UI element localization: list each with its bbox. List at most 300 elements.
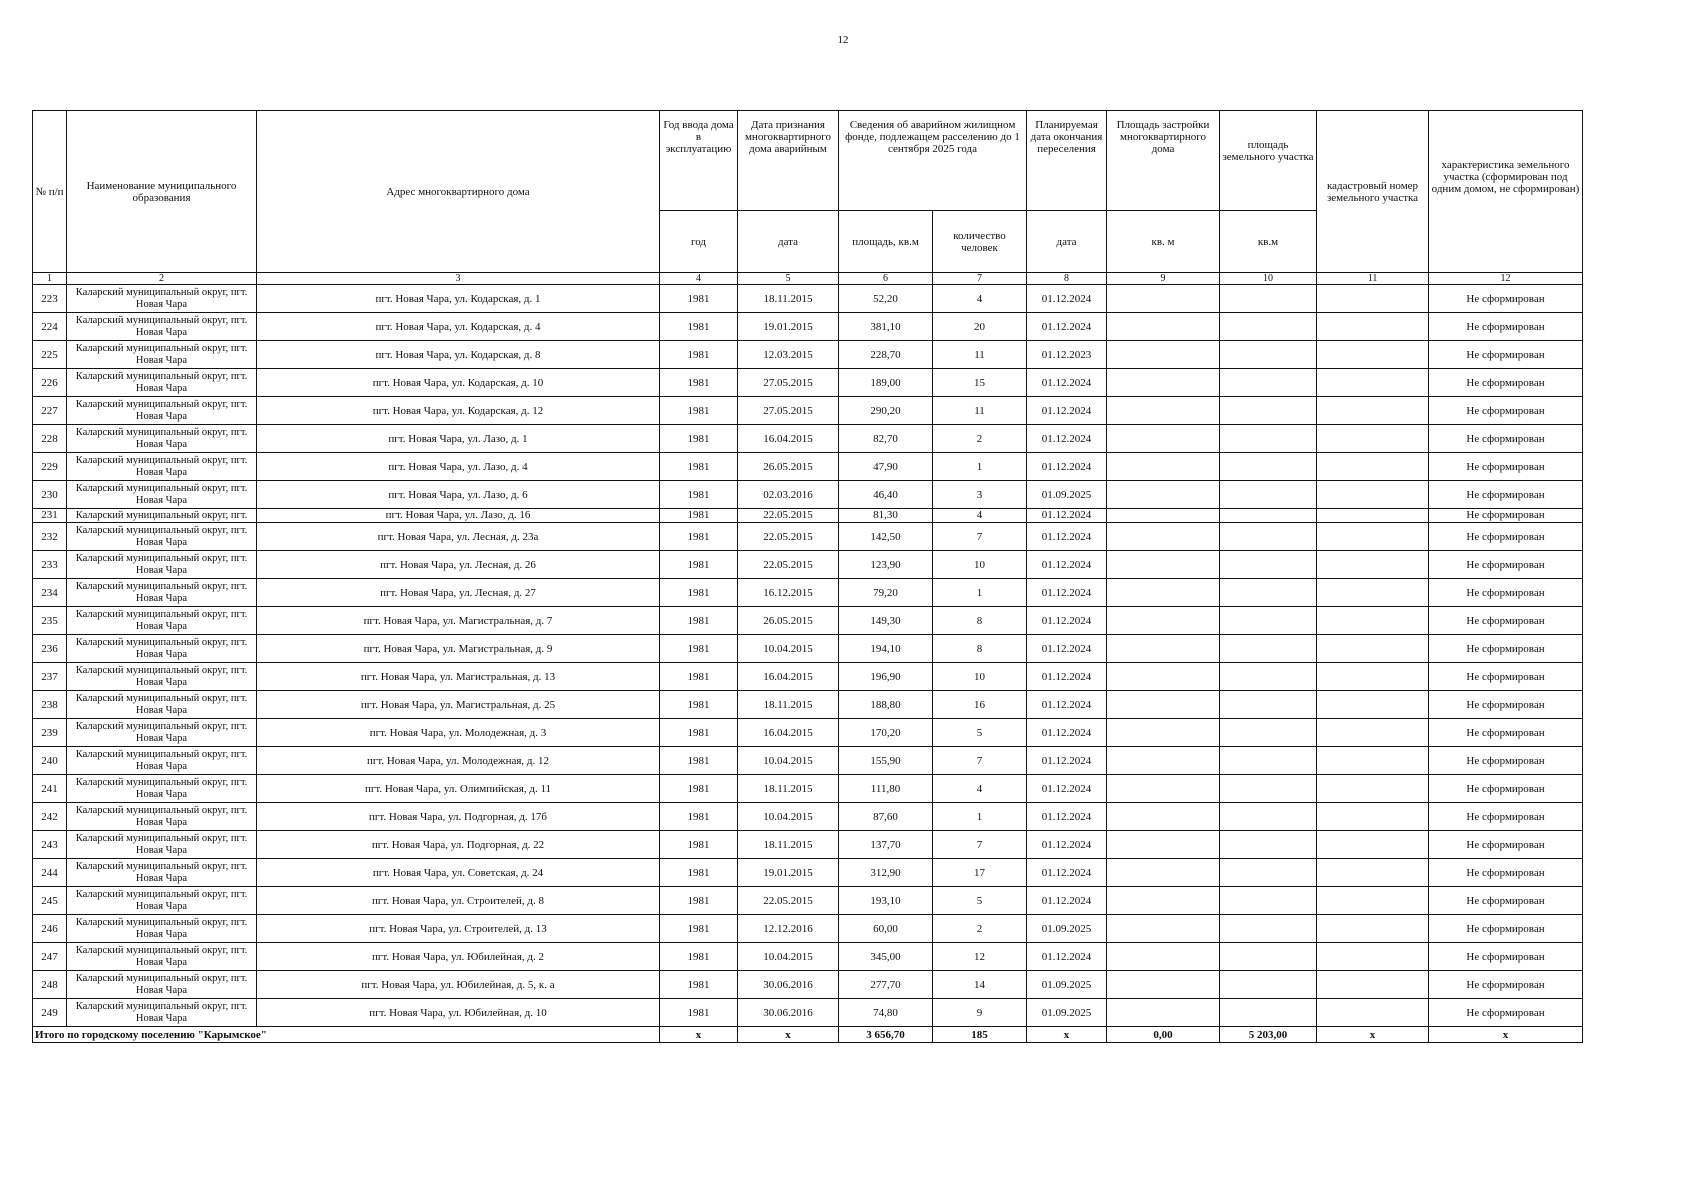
recognized-date-cell: 30.06.2016 bbox=[738, 999, 839, 1027]
land-area-cell bbox=[1220, 747, 1317, 775]
municipality-line-2: Новая Чара bbox=[135, 354, 188, 366]
address-cell: пгт. Новая Чара, ул. Магистральная, д. 13 bbox=[257, 663, 660, 691]
recognized-date-cell: 10.04.2015 bbox=[738, 747, 839, 775]
table-row bbox=[33, 999, 1583, 1027]
people-cell: 11 bbox=[933, 397, 1027, 425]
municipality-cell bbox=[67, 943, 257, 971]
header-land-char: характеристика земельного участка (сформирован под одним домом, не сформирован) bbox=[1429, 111, 1583, 273]
address-cell: пгт. Новая Чара, ул. Лесная, д. 23а bbox=[257, 523, 660, 551]
land-status-cell: Не сформирован bbox=[1429, 453, 1583, 481]
recognized-date-cell: 16.04.2015 bbox=[738, 425, 839, 453]
address-cell: пгт. Новая Чара, ул. Лазо, д. 16 bbox=[257, 509, 660, 523]
year-cell: 1981 bbox=[660, 285, 738, 313]
build-area-cell bbox=[1107, 481, 1220, 509]
table-row bbox=[33, 453, 1583, 481]
column-number: 6 bbox=[839, 273, 933, 285]
area-cell: 188,80 bbox=[839, 691, 933, 719]
municipality-line-2: Новая Чара bbox=[135, 676, 188, 688]
area-cell: 345,00 bbox=[839, 943, 933, 971]
area-cell: 87,60 bbox=[839, 803, 933, 831]
column-number: 1 bbox=[33, 273, 67, 285]
total-date: x bbox=[738, 1027, 839, 1043]
recognized-date-cell: 22.05.2015 bbox=[738, 523, 839, 551]
address-cell: пгт. Новая Чара, ул. Кодарская, д. 4 bbox=[257, 313, 660, 341]
planned-date-cell: 01.12.2024 bbox=[1027, 453, 1107, 481]
land-area-cell bbox=[1220, 523, 1317, 551]
planned-date-cell: 01.09.2025 bbox=[1027, 481, 1107, 509]
build-area-cell bbox=[1107, 453, 1220, 481]
land-status-cell: Не сформирован bbox=[1429, 859, 1583, 887]
cadastral-cell bbox=[1317, 509, 1429, 523]
planned-date-cell: 01.12.2024 bbox=[1027, 607, 1107, 635]
table-row bbox=[33, 859, 1583, 887]
people-cell: 10 bbox=[933, 551, 1027, 579]
address-cell: пгт. Новая Чара, ул. Магистральная, д. 25 bbox=[257, 691, 660, 719]
area-cell: 142,50 bbox=[839, 523, 933, 551]
municipality-cell bbox=[67, 831, 257, 859]
planned-date-cell: 01.12.2024 bbox=[1027, 635, 1107, 663]
area-cell: 123,90 bbox=[839, 551, 933, 579]
municipality-cell bbox=[67, 313, 257, 341]
header-cadastral: кадастровый номер земельного участка bbox=[1317, 111, 1429, 273]
cadastral-cell bbox=[1317, 579, 1429, 607]
people-cell: 10 bbox=[933, 663, 1027, 691]
address-cell: пгт. Новая Чара, ул. Лесная, д. 27 bbox=[257, 579, 660, 607]
municipality-cell bbox=[67, 635, 257, 663]
cadastral-cell bbox=[1317, 943, 1429, 971]
people-cell: 4 bbox=[933, 509, 1027, 523]
area-cell: 52,20 bbox=[839, 285, 933, 313]
land-status-cell: Не сформирован bbox=[1429, 915, 1583, 943]
address-cell: пгт. Новая Чара, ул. Лесная, д. 26 bbox=[257, 551, 660, 579]
land-area-cell bbox=[1220, 509, 1317, 523]
table-row bbox=[33, 831, 1583, 859]
header-recognized: Дата признания многоквартирного дома аварийным bbox=[738, 111, 839, 211]
column-number: 3 bbox=[257, 273, 660, 285]
planned-date-cell: 01.12.2024 bbox=[1027, 719, 1107, 747]
address-cell: пгт. Новая Чара, ул. Юбилейная, д. 2 bbox=[257, 943, 660, 971]
people-cell: 1 bbox=[933, 453, 1027, 481]
cadastral-cell bbox=[1317, 635, 1429, 663]
area-cell: 111,80 bbox=[839, 775, 933, 803]
municipality-cell bbox=[67, 607, 257, 635]
row-number: 249 bbox=[33, 999, 67, 1027]
municipality-line-2: Новая Чара bbox=[135, 816, 188, 828]
cadastral-cell bbox=[1317, 551, 1429, 579]
land-area-cell bbox=[1220, 579, 1317, 607]
row-number: 227 bbox=[33, 397, 67, 425]
row-number: 236 bbox=[33, 635, 67, 663]
people-cell: 15 bbox=[933, 369, 1027, 397]
land-area-cell bbox=[1220, 803, 1317, 831]
municipality-line-1: Каларский муниципальный округ, пгт. bbox=[75, 888, 248, 900]
land-area-cell bbox=[1220, 719, 1317, 747]
planned-date-cell: 01.12.2024 bbox=[1027, 859, 1107, 887]
cadastral-cell bbox=[1317, 887, 1429, 915]
land-status-cell: Не сформирован bbox=[1429, 887, 1583, 915]
build-area-cell bbox=[1107, 691, 1220, 719]
municipality-cell bbox=[67, 523, 257, 551]
municipality-cell bbox=[67, 285, 257, 313]
total-area: 3 656,70 bbox=[839, 1027, 933, 1043]
area-cell: 60,00 bbox=[839, 915, 933, 943]
people-cell: 14 bbox=[933, 971, 1027, 999]
people-cell: 7 bbox=[933, 523, 1027, 551]
build-area-cell bbox=[1107, 523, 1220, 551]
cadastral-cell bbox=[1317, 915, 1429, 943]
row-number: 223 bbox=[33, 285, 67, 313]
row-number: 237 bbox=[33, 663, 67, 691]
municipality-line-1: Каларский муниципальный округ, пгт. bbox=[75, 804, 248, 816]
cadastral-cell bbox=[1317, 425, 1429, 453]
recognized-date-cell: 30.06.2016 bbox=[738, 971, 839, 999]
table-row bbox=[33, 663, 1583, 691]
build-area-cell bbox=[1107, 663, 1220, 691]
row-number: 235 bbox=[33, 607, 67, 635]
area-cell: 170,20 bbox=[839, 719, 933, 747]
people-cell: 8 bbox=[933, 635, 1027, 663]
municipality-cell bbox=[67, 369, 257, 397]
total-people: 185 bbox=[933, 1027, 1027, 1043]
row-number: 242 bbox=[33, 803, 67, 831]
planned-date-cell: 01.12.2024 bbox=[1027, 831, 1107, 859]
land-status-cell: Не сформирован bbox=[1429, 285, 1583, 313]
municipality-line-2: Новая Чара bbox=[135, 620, 188, 632]
cadastral-cell bbox=[1317, 285, 1429, 313]
recognized-date-cell: 27.05.2015 bbox=[738, 369, 839, 397]
municipality-line-2: Новая Чара bbox=[135, 928, 188, 940]
municipality-line-1: Каларский муниципальный округ, пгт. bbox=[75, 482, 248, 494]
municipality-line-1: Каларский муниципальный округ, пгт. bbox=[75, 608, 248, 620]
table-row bbox=[33, 425, 1583, 453]
year-cell: 1981 bbox=[660, 915, 738, 943]
municipality-line-1: Каларский муниципальный округ, пгт. bbox=[75, 776, 248, 788]
table-row bbox=[33, 803, 1583, 831]
row-number: 245 bbox=[33, 887, 67, 915]
year-cell: 1981 bbox=[660, 831, 738, 859]
build-area-cell bbox=[1107, 971, 1220, 999]
land-status-cell: Не сформирован bbox=[1429, 635, 1583, 663]
header-year: Год ввода дома в эксплуатацию bbox=[660, 111, 738, 211]
land-status-cell: Не сформирован bbox=[1429, 509, 1583, 523]
year-cell: 1981 bbox=[660, 635, 738, 663]
table-row bbox=[33, 523, 1583, 551]
build-area-cell bbox=[1107, 579, 1220, 607]
area-cell: 194,10 bbox=[839, 635, 933, 663]
area-cell: 228,70 bbox=[839, 341, 933, 369]
row-number: 243 bbox=[33, 831, 67, 859]
cadastral-cell bbox=[1317, 341, 1429, 369]
land-status-cell: Не сформирован bbox=[1429, 831, 1583, 859]
municipality-cell bbox=[67, 341, 257, 369]
municipality-cell bbox=[67, 509, 257, 523]
total-land-char: x bbox=[1429, 1027, 1583, 1043]
land-status-cell: Не сформирован bbox=[1429, 747, 1583, 775]
recognized-date-cell: 22.05.2015 bbox=[738, 509, 839, 523]
planned-date-cell: 01.12.2024 bbox=[1027, 523, 1107, 551]
land-status-cell: Не сформирован bbox=[1429, 425, 1583, 453]
year-cell: 1981 bbox=[660, 999, 738, 1027]
land-status-cell: Не сформирован bbox=[1429, 523, 1583, 551]
subheader-area: площадь, кв.м bbox=[839, 211, 933, 273]
area-cell: 81,30 bbox=[839, 509, 933, 523]
row-number: 232 bbox=[33, 523, 67, 551]
planned-date-cell: 01.12.2024 bbox=[1027, 369, 1107, 397]
address-cell: пгт. Новая Чара, ул. Строителей, д. 13 bbox=[257, 915, 660, 943]
subheader-planned-date: дата bbox=[1027, 211, 1107, 273]
area-cell: 137,70 bbox=[839, 831, 933, 859]
year-cell: 1981 bbox=[660, 607, 738, 635]
recognized-date-cell: 26.05.2015 bbox=[738, 607, 839, 635]
subheader-year: год bbox=[660, 211, 738, 273]
planned-date-cell: 01.12.2024 bbox=[1027, 775, 1107, 803]
people-cell: 4 bbox=[933, 775, 1027, 803]
build-area-cell bbox=[1107, 747, 1220, 775]
area-cell: 381,10 bbox=[839, 313, 933, 341]
column-number: 5 bbox=[738, 273, 839, 285]
address-cell: пгт. Новая Чара, ул. Кодарская, д. 1 bbox=[257, 285, 660, 313]
land-status-cell: Не сформирован bbox=[1429, 803, 1583, 831]
people-cell: 4 bbox=[933, 285, 1027, 313]
people-cell: 2 bbox=[933, 915, 1027, 943]
people-cell: 8 bbox=[933, 607, 1027, 635]
people-cell: 20 bbox=[933, 313, 1027, 341]
municipality-line-1: Каларский муниципальный округ, пгт. bbox=[75, 426, 248, 438]
municipality-line-2: Новая Чара bbox=[135, 704, 188, 716]
municipality-line-1: Каларский муниципальный округ, пгт. bbox=[75, 580, 248, 592]
municipality-line-1: Каларский муниципальный округ, пгт. bbox=[75, 342, 248, 354]
column-number: 8 bbox=[1027, 273, 1107, 285]
people-cell: 11 bbox=[933, 341, 1027, 369]
land-status-cell: Не сформирован bbox=[1429, 691, 1583, 719]
header-build-area: Площадь застройки многоквартирного дома bbox=[1107, 111, 1220, 211]
planned-date-cell: 01.12.2024 bbox=[1027, 551, 1107, 579]
area-cell: 79,20 bbox=[839, 579, 933, 607]
row-number: 228 bbox=[33, 425, 67, 453]
recognized-date-cell: 18.11.2015 bbox=[738, 691, 839, 719]
table-row bbox=[33, 635, 1583, 663]
municipality-line-2: Новая Чара bbox=[135, 956, 188, 968]
municipality-line-2: Новая Чара bbox=[135, 494, 188, 506]
land-area-cell bbox=[1220, 887, 1317, 915]
page-number: 12 bbox=[837, 34, 849, 46]
planned-date-cell: 01.09.2025 bbox=[1027, 999, 1107, 1027]
land-status-cell: Не сформирован bbox=[1429, 607, 1583, 635]
recognized-date-cell: 22.05.2015 bbox=[738, 887, 839, 915]
land-area-cell bbox=[1220, 481, 1317, 509]
land-area-cell bbox=[1220, 607, 1317, 635]
municipality-line-1: Каларский муниципальный округ, пгт. bbox=[75, 972, 248, 984]
municipality-line-2: Новая Чара bbox=[135, 872, 188, 884]
total-land-area: 5 203,00 bbox=[1220, 1027, 1317, 1043]
land-status-cell: Не сформирован bbox=[1429, 943, 1583, 971]
address-cell: пгт. Новая Чара, ул. Магистральная, д. 7 bbox=[257, 607, 660, 635]
municipality-line-2: Новая Чара bbox=[135, 382, 188, 394]
table-row bbox=[33, 719, 1583, 747]
total-year: x bbox=[660, 1027, 738, 1043]
table-row bbox=[33, 551, 1583, 579]
address-cell: пгт. Новая Чара, ул. Олимпийская, д. 11 bbox=[257, 775, 660, 803]
year-cell: 1981 bbox=[660, 481, 738, 509]
municipality-cell bbox=[67, 803, 257, 831]
area-cell: 82,70 bbox=[839, 425, 933, 453]
build-area-cell bbox=[1107, 635, 1220, 663]
land-area-cell bbox=[1220, 425, 1317, 453]
land-area-cell bbox=[1220, 775, 1317, 803]
total-label: Итого по городскому поселению "Карымское" bbox=[33, 1027, 660, 1043]
people-cell: 12 bbox=[933, 943, 1027, 971]
recognized-date-cell: 19.01.2015 bbox=[738, 859, 839, 887]
row-number: 224 bbox=[33, 313, 67, 341]
cadastral-cell bbox=[1317, 719, 1429, 747]
recognized-date-cell: 18.11.2015 bbox=[738, 831, 839, 859]
year-cell: 1981 bbox=[660, 551, 738, 579]
recognized-date-cell: 10.04.2015 bbox=[738, 943, 839, 971]
row-number: 231 bbox=[33, 509, 67, 523]
municipality-line-1: Каларский муниципальный округ, пгт. bbox=[75, 832, 248, 844]
table-row bbox=[33, 943, 1583, 971]
municipality-line-2: Новая Чара bbox=[135, 438, 188, 450]
header-municipality: Наименование муниципального образования bbox=[67, 111, 257, 273]
municipality-line-2: Новая Чара bbox=[135, 648, 188, 660]
people-cell: 5 bbox=[933, 719, 1027, 747]
year-cell: 1981 bbox=[660, 397, 738, 425]
recognized-date-cell: 22.05.2015 bbox=[738, 551, 839, 579]
subheader-date: дата bbox=[738, 211, 839, 273]
year-cell: 1981 bbox=[660, 425, 738, 453]
year-cell: 1981 bbox=[660, 971, 738, 999]
municipality-cell bbox=[67, 663, 257, 691]
subheader-people: количество человек bbox=[933, 211, 1027, 273]
area-cell: 155,90 bbox=[839, 747, 933, 775]
column-numbers-row bbox=[33, 273, 1583, 285]
header-fund-info: Сведения об аварийном жилищном фонде, подлежащем расселению до 1 сентября 2025 года bbox=[839, 111, 1027, 211]
municipality-cell bbox=[67, 859, 257, 887]
municipality-line-1: Каларский муниципальный округ, пгт. bbox=[75, 552, 248, 564]
land-area-cell bbox=[1220, 691, 1317, 719]
total-planned: x bbox=[1027, 1027, 1107, 1043]
municipality-line-1: Каларский муниципальный округ, пгт. bbox=[75, 944, 248, 956]
planned-date-cell: 01.12.2024 bbox=[1027, 691, 1107, 719]
recognized-date-cell: 19.01.2015 bbox=[738, 313, 839, 341]
land-status-cell: Не сформирован bbox=[1429, 971, 1583, 999]
address-cell: пгт. Новая Чара, ул. Подгорная, д. 17б bbox=[257, 803, 660, 831]
municipality-cell bbox=[67, 691, 257, 719]
column-number: 4 bbox=[660, 273, 738, 285]
year-cell: 1981 bbox=[660, 509, 738, 523]
address-cell: пгт. Новая Чара, ул. Лазо, д. 4 bbox=[257, 453, 660, 481]
area-cell: 149,30 bbox=[839, 607, 933, 635]
row-number: 225 bbox=[33, 341, 67, 369]
municipality-line-2: Новая Чара bbox=[135, 564, 188, 576]
planned-date-cell: 01.12.2024 bbox=[1027, 509, 1107, 523]
municipality-cell bbox=[67, 453, 257, 481]
cadastral-cell bbox=[1317, 775, 1429, 803]
cadastral-cell bbox=[1317, 859, 1429, 887]
year-cell: 1981 bbox=[660, 663, 738, 691]
build-area-cell bbox=[1107, 831, 1220, 859]
municipality-line-1: Каларский муниципальный округ, пгт. bbox=[75, 692, 248, 704]
table-row bbox=[33, 341, 1583, 369]
people-cell: 7 bbox=[933, 831, 1027, 859]
planned-date-cell: 01.12.2024 bbox=[1027, 747, 1107, 775]
people-cell: 1 bbox=[933, 579, 1027, 607]
area-cell: 312,90 bbox=[839, 859, 933, 887]
row-number: 248 bbox=[33, 971, 67, 999]
subheader-build-kvm: кв. м bbox=[1107, 211, 1220, 273]
year-cell: 1981 bbox=[660, 943, 738, 971]
table-row bbox=[33, 397, 1583, 425]
cadastral-cell bbox=[1317, 453, 1429, 481]
people-cell: 2 bbox=[933, 425, 1027, 453]
address-cell: пгт. Новая Чара, ул. Советская, д. 24 bbox=[257, 859, 660, 887]
header-address: Адрес многоквартирного дома bbox=[257, 111, 660, 273]
column-number: 9 bbox=[1107, 273, 1220, 285]
municipality-line-2: Новая Чара bbox=[135, 732, 188, 744]
recognized-date-cell: 26.05.2015 bbox=[738, 453, 839, 481]
planned-date-cell: 01.12.2023 bbox=[1027, 341, 1107, 369]
recognized-date-cell: 27.05.2015 bbox=[738, 397, 839, 425]
build-area-cell bbox=[1107, 509, 1220, 523]
year-cell: 1981 bbox=[660, 719, 738, 747]
address-cell: пгт. Новая Чара, ул. Молодежная, д. 12 bbox=[257, 747, 660, 775]
recognized-date-cell: 12.03.2015 bbox=[738, 341, 839, 369]
column-number: 2 bbox=[67, 273, 257, 285]
header-no: № п/п bbox=[33, 111, 67, 273]
row-number: 239 bbox=[33, 719, 67, 747]
municipality-line-2: Новая Чара bbox=[135, 536, 188, 548]
planned-date-cell: 01.12.2024 bbox=[1027, 397, 1107, 425]
municipality-line-1: Каларский муниципальный округ, пгт. bbox=[75, 664, 248, 676]
planned-date-cell: 01.12.2024 bbox=[1027, 579, 1107, 607]
land-status-cell: Не сформирован bbox=[1429, 999, 1583, 1027]
municipality-cell bbox=[67, 747, 257, 775]
cadastral-cell bbox=[1317, 397, 1429, 425]
land-area-cell bbox=[1220, 397, 1317, 425]
build-area-cell bbox=[1107, 397, 1220, 425]
municipality-line-2: Новая Чара bbox=[135, 1012, 188, 1024]
table-row bbox=[33, 747, 1583, 775]
land-status-cell: Не сформирован bbox=[1429, 663, 1583, 691]
cadastral-cell bbox=[1317, 831, 1429, 859]
row-number: 234 bbox=[33, 579, 67, 607]
recognized-date-cell: 10.04.2015 bbox=[738, 635, 839, 663]
cadastral-cell bbox=[1317, 607, 1429, 635]
build-area-cell bbox=[1107, 943, 1220, 971]
year-cell: 1981 bbox=[660, 775, 738, 803]
people-cell: 5 bbox=[933, 887, 1027, 915]
row-number: 238 bbox=[33, 691, 67, 719]
year-cell: 1981 bbox=[660, 691, 738, 719]
municipality-line-2: Новая Чара bbox=[135, 410, 188, 422]
recognized-date-cell: 16.12.2015 bbox=[738, 579, 839, 607]
municipality-line-2: Новая Чара bbox=[135, 466, 188, 478]
planned-date-cell: 01.12.2024 bbox=[1027, 887, 1107, 915]
municipality-cell bbox=[67, 719, 257, 747]
table-row bbox=[33, 607, 1583, 635]
land-area-cell bbox=[1220, 313, 1317, 341]
land-status-cell: Не сформирован bbox=[1429, 341, 1583, 369]
municipality-line-1: Каларский муниципальный округ, пгт. bbox=[75, 524, 248, 536]
people-cell: 3 bbox=[933, 481, 1027, 509]
municipality-line-1: Каларский муниципальный округ, пгт. bbox=[75, 1000, 248, 1012]
municipality-line-1: Каларский муниципальный округ, пгт. bbox=[75, 454, 248, 466]
column-number: 7 bbox=[933, 273, 1027, 285]
table-row bbox=[33, 313, 1583, 341]
cadastral-cell bbox=[1317, 313, 1429, 341]
municipality-line-1: Каларский муниципальный округ, пгт. bbox=[75, 916, 248, 928]
planned-date-cell: 01.12.2024 bbox=[1027, 663, 1107, 691]
